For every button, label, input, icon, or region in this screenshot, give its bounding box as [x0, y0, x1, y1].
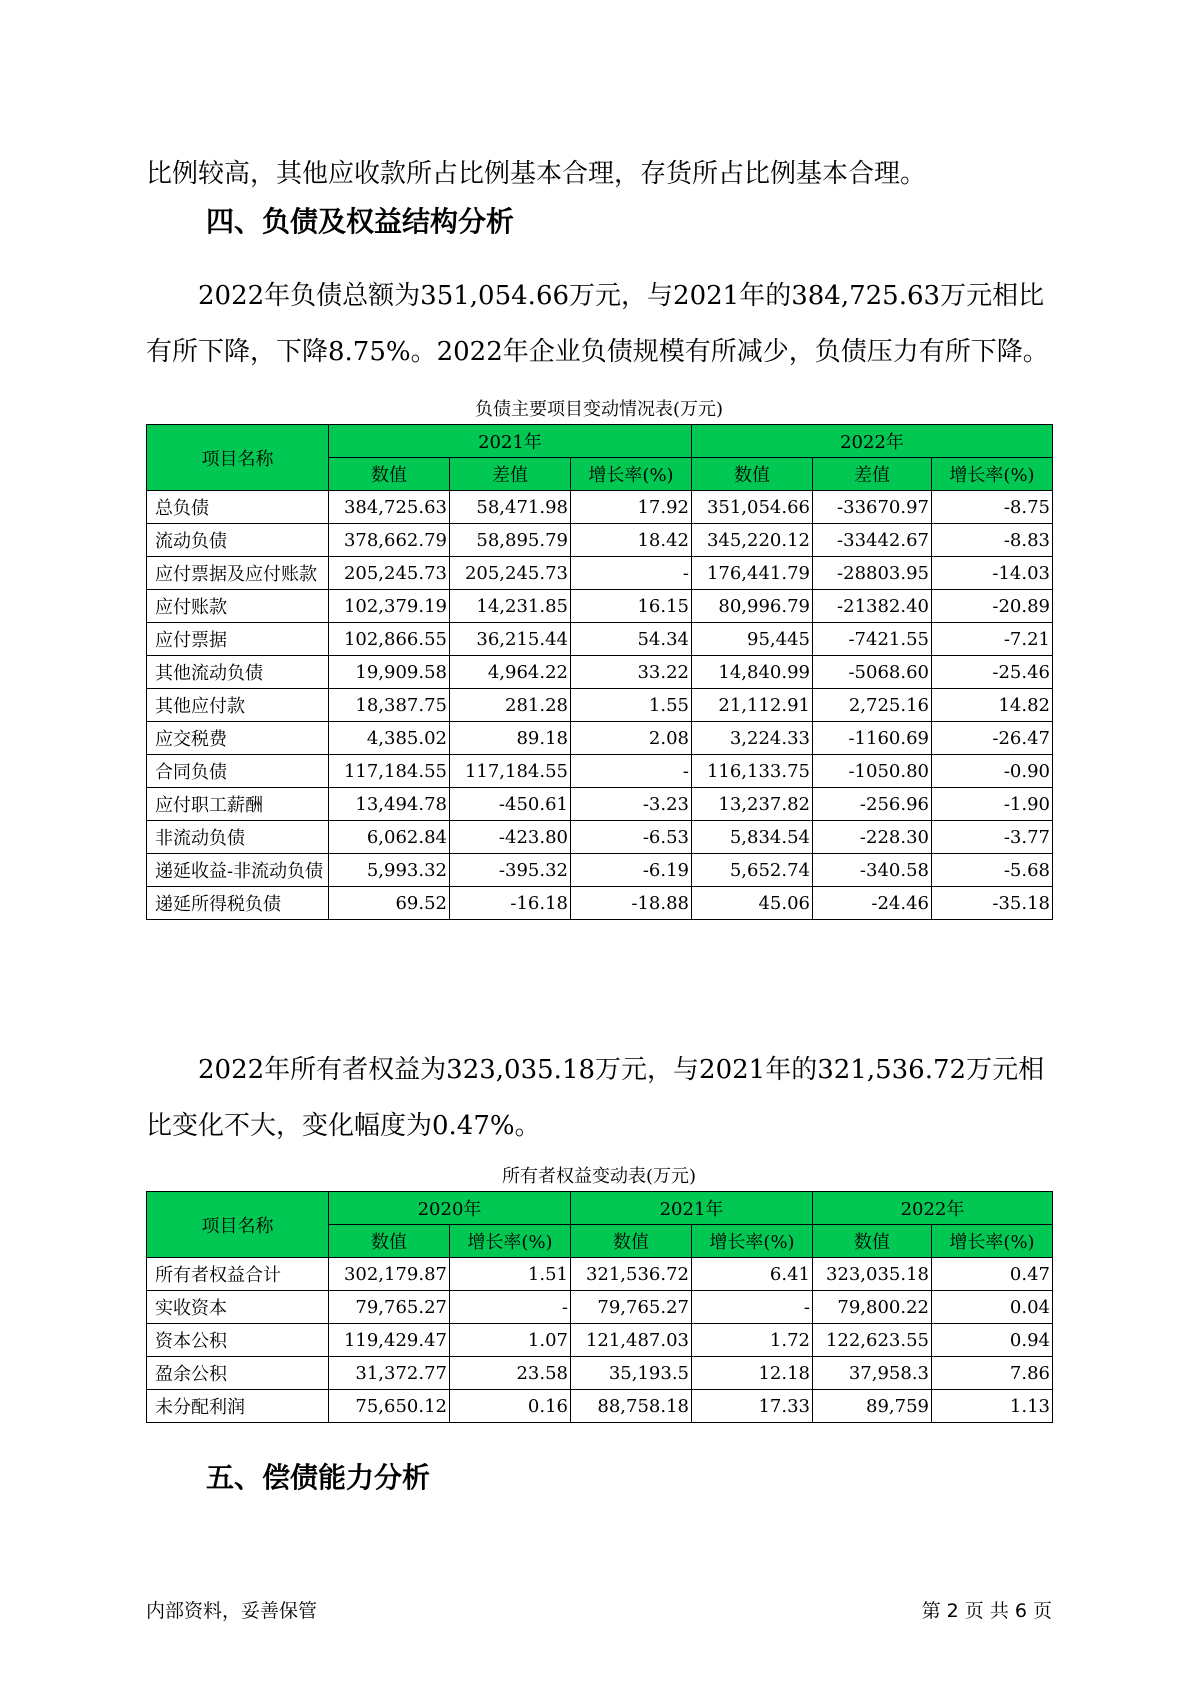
table-cell: -6.53 — [571, 821, 692, 854]
table-row — [147, 524, 1053, 557]
table-cell: 12.18 — [692, 1357, 813, 1390]
table-cell: -7421.55 — [813, 623, 932, 656]
table-cell: 205,245.73 — [450, 557, 571, 590]
table-row — [147, 623, 1053, 656]
table-cell: 1.51 — [450, 1258, 571, 1291]
table-cell: -25.46 — [932, 656, 1053, 689]
column-header-growth: 增长率(%) — [932, 1225, 1053, 1258]
table-cell: -8.75 — [932, 491, 1053, 524]
column-header-year: 2021年 — [329, 425, 692, 458]
table-cell: -5068.60 — [813, 656, 932, 689]
table-cell: 6.41 — [692, 1258, 813, 1291]
row-label: 实收资本 — [147, 1291, 329, 1324]
table-cell: 18.42 — [571, 524, 692, 557]
column-header-year: 2020年 — [329, 1192, 571, 1225]
table-row — [147, 887, 1053, 920]
row-label: 总负债 — [147, 491, 329, 524]
table-cell: 79,765.27 — [329, 1291, 450, 1324]
table-cell: -228.30 — [813, 821, 932, 854]
row-label: 应交税费 — [147, 722, 329, 755]
table-cell: 0.94 — [932, 1324, 1053, 1357]
table-cell: 21,112.91 — [692, 689, 813, 722]
table-cell: 3,224.33 — [692, 722, 813, 755]
row-label: 未分配利润 — [147, 1390, 329, 1423]
table-cell: 351,054.66 — [692, 491, 813, 524]
table-cell: - — [571, 557, 692, 590]
table-cell: 121,487.03 — [571, 1324, 692, 1357]
footer-page-number: 第 2 页 共 6 页 — [921, 1600, 1052, 1622]
table-cell: -33670.97 — [813, 491, 932, 524]
table-row — [147, 656, 1053, 689]
table-cell: 321,536.72 — [571, 1258, 692, 1291]
table-cell: 0.16 — [450, 1390, 571, 1423]
table-cell: 7.86 — [932, 1357, 1053, 1390]
table-cell: -1.90 — [932, 788, 1053, 821]
table-cell: 58,471.98 — [450, 491, 571, 524]
row-label: 其他应付款 — [147, 689, 329, 722]
column-header-growth: 增长率(%) — [932, 458, 1053, 491]
column-header-name: 项目名称 — [147, 1192, 329, 1258]
table-cell: 102,866.55 — [329, 623, 450, 656]
table-cell: 345,220.12 — [692, 524, 813, 557]
liability-table-caption: 负债主要项目变动情况表(万元) — [474, 399, 724, 420]
table-cell: 36,215.44 — [450, 623, 571, 656]
table-cell: 95,445 — [692, 623, 813, 656]
footer-confidential-note: 内部资料，妥善保管 — [146, 1600, 318, 1622]
table-cell: -3.23 — [571, 788, 692, 821]
table-cell: 31,372.77 — [329, 1357, 450, 1390]
table-cell: -7.21 — [932, 623, 1053, 656]
row-label: 盈余公积 — [147, 1357, 329, 1390]
column-header-diff: 差值 — [450, 458, 571, 491]
table-cell: -5.68 — [932, 854, 1053, 887]
table-cell: 14,231.85 — [450, 590, 571, 623]
table-cell: -28803.95 — [813, 557, 932, 590]
row-label: 流动负债 — [147, 524, 329, 557]
table-cell: 5,834.54 — [692, 821, 813, 854]
table-cell: 1.72 — [692, 1324, 813, 1357]
table-cell: 13,494.78 — [329, 788, 450, 821]
row-label: 递延所得税负债 — [147, 887, 329, 920]
column-header-year: 2021年 — [571, 1192, 813, 1225]
column-header-value: 数值 — [329, 458, 450, 491]
table-cell: 69.52 — [329, 887, 450, 920]
row-label: 应付职工薪酬 — [147, 788, 329, 821]
table-cell: 75,650.12 — [329, 1390, 450, 1423]
equity-table — [146, 1191, 1053, 1423]
table-cell: - — [450, 1291, 571, 1324]
table-cell: 323,035.18 — [813, 1258, 932, 1291]
table-cell: -1050.80 — [813, 755, 932, 788]
table-cell: 0.47 — [932, 1258, 1053, 1291]
table-cell: -6.19 — [571, 854, 692, 887]
table-cell: 80,996.79 — [692, 590, 813, 623]
table-cell: 54.34 — [571, 623, 692, 656]
table-cell: -21382.40 — [813, 590, 932, 623]
column-header-growth: 增长率(%) — [571, 458, 692, 491]
table-cell: - — [692, 1291, 813, 1324]
section4-heading: 四、负债及权益结构分析 — [206, 205, 515, 238]
table-cell: 89,759 — [813, 1390, 932, 1423]
table-cell: 18,387.75 — [329, 689, 450, 722]
table-cell: 4,964.22 — [450, 656, 571, 689]
column-header-value: 数值 — [692, 458, 813, 491]
table-cell: -20.89 — [932, 590, 1053, 623]
table-cell: -450.61 — [450, 788, 571, 821]
row-label: 应付票据 — [147, 623, 329, 656]
table-cell: -14.03 — [932, 557, 1053, 590]
table-cell: 33.22 — [571, 656, 692, 689]
table-row — [147, 755, 1053, 788]
column-header-name: 项目名称 — [147, 425, 329, 491]
table-cell: -1160.69 — [813, 722, 932, 755]
table-cell: 79,800.22 — [813, 1291, 932, 1324]
table-cell: 122,623.55 — [813, 1324, 932, 1357]
table-row — [147, 491, 1053, 524]
table-cell: 378,662.79 — [329, 524, 450, 557]
table-cell: 102,379.19 — [329, 590, 450, 623]
table-row — [147, 821, 1053, 854]
table-cell: 23.58 — [450, 1357, 571, 1390]
table-cell: 117,184.55 — [450, 755, 571, 788]
column-header-year: 2022年 — [813, 1192, 1053, 1225]
table-cell: -35.18 — [932, 887, 1053, 920]
table-cell: -3.77 — [932, 821, 1053, 854]
table-cell: -256.96 — [813, 788, 932, 821]
row-label: 合同负债 — [147, 755, 329, 788]
column-header-growth: 增长率(%) — [692, 1225, 813, 1258]
column-header-year: 2022年 — [692, 425, 1053, 458]
table-cell: 17.33 — [692, 1390, 813, 1423]
table-cell: 58,895.79 — [450, 524, 571, 557]
table-cell: -395.32 — [450, 854, 571, 887]
table-cell: 16.15 — [571, 590, 692, 623]
table-cell: 5,652.74 — [692, 854, 813, 887]
column-header-growth: 增长率(%) — [450, 1225, 571, 1258]
table-row — [147, 722, 1053, 755]
row-label: 应付票据及应付账款 — [147, 557, 329, 590]
table-row — [147, 689, 1053, 722]
table-cell: 1.55 — [571, 689, 692, 722]
table-cell: 281.28 — [450, 689, 571, 722]
table-cell: 302,179.87 — [329, 1258, 450, 1291]
table-cell: 17.92 — [571, 491, 692, 524]
section5-heading: 五、偿债能力分析 — [206, 1461, 431, 1494]
table-cell: -16.18 — [450, 887, 571, 920]
table-cell: 13,237.82 — [692, 788, 813, 821]
table-cell: 0.04 — [932, 1291, 1053, 1324]
row-label: 其他流动负债 — [147, 656, 329, 689]
table-cell: 5,993.32 — [329, 854, 450, 887]
table-row — [147, 557, 1053, 590]
equity-table-caption: 所有者权益变动表(万元) — [501, 1166, 697, 1187]
column-header-value: 数值 — [571, 1225, 692, 1258]
column-header-value: 数值 — [329, 1225, 450, 1258]
table-cell: 35,193.5 — [571, 1357, 692, 1390]
table-row — [147, 854, 1053, 887]
row-label: 资本公积 — [147, 1324, 329, 1357]
table-cell: 205,245.73 — [329, 557, 450, 590]
table-row — [147, 1390, 1053, 1423]
table-cell: 19,909.58 — [329, 656, 450, 689]
table-cell: -423.80 — [450, 821, 571, 854]
table-cell: 117,184.55 — [329, 755, 450, 788]
table-cell: -18.88 — [571, 887, 692, 920]
column-header-diff: 差值 — [813, 458, 932, 491]
table-cell: 14,840.99 — [692, 656, 813, 689]
table-row — [147, 590, 1053, 623]
table-cell: 2.08 — [571, 722, 692, 755]
table-cell: -0.90 — [932, 755, 1053, 788]
column-header-value: 数值 — [813, 1225, 932, 1258]
table-cell: 88,758.18 — [571, 1390, 692, 1423]
table-cell: 45.06 — [692, 887, 813, 920]
table-cell: -340.58 — [813, 854, 932, 887]
table-cell: -24.46 — [813, 887, 932, 920]
table-cell: 37,958.3 — [813, 1357, 932, 1390]
table-cell: 1.07 — [450, 1324, 571, 1357]
table-cell: 4,385.02 — [329, 722, 450, 755]
table-cell: 14.82 — [932, 689, 1053, 722]
table-row — [147, 1324, 1053, 1357]
table-cell: 1.13 — [932, 1390, 1053, 1423]
table-cell: -8.83 — [932, 524, 1053, 557]
table-cell: 6,062.84 — [329, 821, 450, 854]
table-row — [147, 1357, 1053, 1390]
table-row — [147, 788, 1053, 821]
row-label: 递延收益-非流动负债 — [147, 854, 329, 887]
table-cell: 79,765.27 — [571, 1291, 692, 1324]
equity-paragraph: 2022年所有者权益为323,035.18万元，与2021年的321,536.72万元相比变化不大，变化幅度为0.47%。 — [146, 1055, 1045, 1141]
table-cell: 116,133.75 — [692, 755, 813, 788]
row-label: 所有者权益合计 — [147, 1258, 329, 1291]
table-row — [147, 1291, 1053, 1324]
table-cell: 176,441.79 — [692, 557, 813, 590]
table-cell: 384,725.63 — [329, 491, 450, 524]
table-cell: -33442.67 — [813, 524, 932, 557]
table-cell: 2,725.16 — [813, 689, 932, 722]
table-cell: 89.18 — [450, 722, 571, 755]
liability-paragraph: 2022年负债总额为351,054.66万元，与2021年的384,725.63万元相比有所下降，下降8.75%。2022年企业负债规模有所减少，负债压力有所下降。 — [146, 281, 1049, 367]
table-cell: -26.47 — [932, 722, 1053, 755]
liability-table — [146, 424, 1053, 920]
table-cell: - — [571, 755, 692, 788]
row-label: 非流动负债 — [147, 821, 329, 854]
row-label: 应付账款 — [147, 590, 329, 623]
table-cell: 119,429.47 — [329, 1324, 450, 1357]
intro-paragraph: 比例较高，其他应收款所占比例基本合理，存货所占比例基本合理。 — [146, 159, 927, 189]
table-row — [147, 1258, 1053, 1291]
